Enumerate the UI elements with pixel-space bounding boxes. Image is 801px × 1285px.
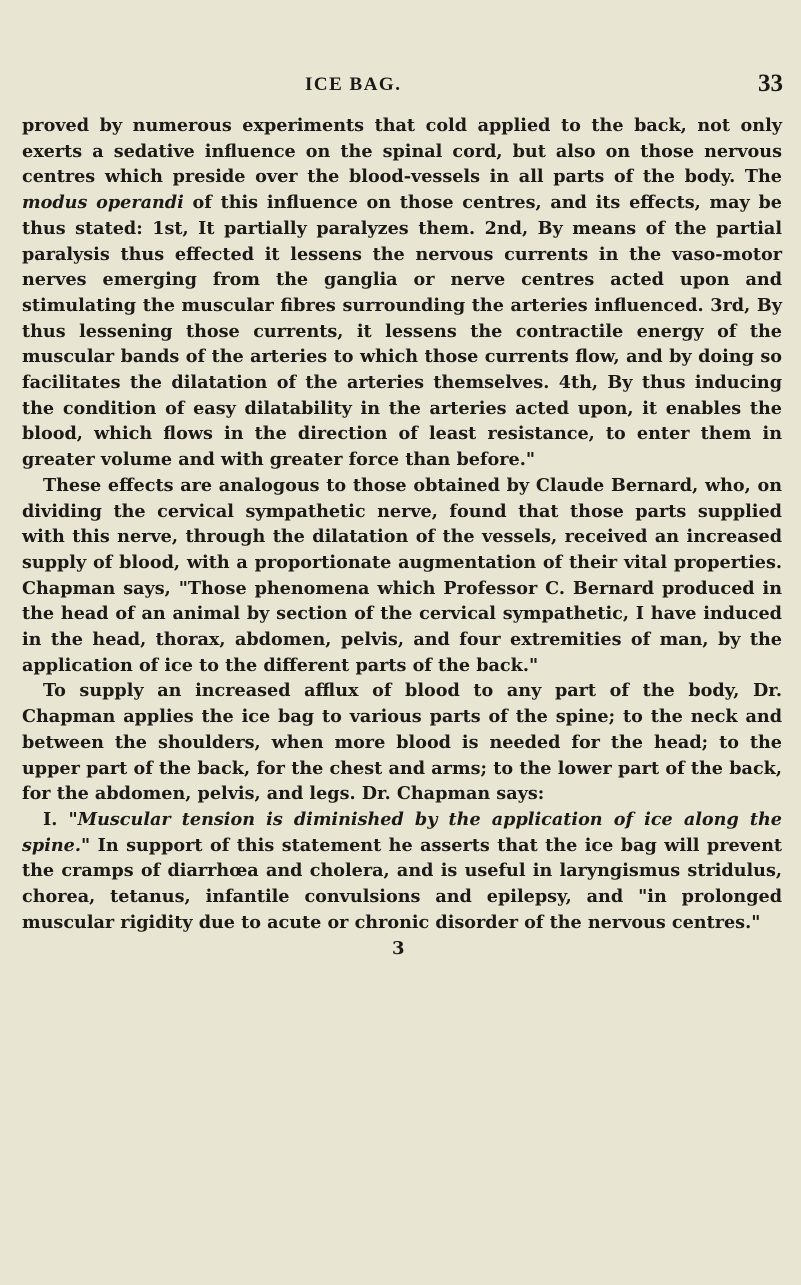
- paragraph-1-text: proved by numerous experiments that cold applied to the back, not only exerts a sedative influence on the spinal cord, but also on those nervous centres which preside over the blood-vessels in all parts of the body. The: [22, 115, 782, 188]
- paragraph-4-italic: Muscular tension is diminished by the application of ice along the spine.: [22, 808, 782, 856]
- signature-mark: 3: [392, 938, 405, 959]
- paragraph-1: [22, 113, 782, 473]
- paragraph-4-rest: " In support of this statement he asserts that the ice bag will prevent the cramps of diarrhœa and cholera, and is useful in laryngismus stridulus, chorea, tetanus, infantile convulsions and epilepsy, and "in prolonged muscular rigidity due to acute or chronic disorder of the nervous centres.": [22, 834, 782, 933]
- paragraph-3: To supply an increased afflux of blood to any part of the body, Dr. Chapman applies the ice bag to various parts of the spine; to the neck and between the shoulders, when more blood is needed for the head; to the upper part of the back, for the chest and arms; to the lower part of the back, for the abdomen, pelvis, and legs. Dr. Chapman says:: [22, 680, 782, 805]
- paragraph-4: [22, 807, 782, 936]
- paragraph-4-lead: I. ": [43, 808, 78, 830]
- paragraph-2: These effects are analogous to those obtained by Claude Bernard, who, on dividing the cervical sympathetic nerve, found that those parts supplied with this nerve, through the dilatation of the vessels, received an increased supply of blood, with a proportionate augmentation of their vital properties. Chapman says, "Those phenomena which Professor C. Bernard produced in the head of an animal by section of the cervical sympathetic, I have induced in the head, thorax, abdomen, pelvis, and four extremities of man, by the application of ice to the different parts of the back.": [22, 474, 782, 676]
- page-number: 33: [758, 70, 783, 97]
- running-head: [0, 70, 801, 104]
- paragraph-1-rest: of this influence on those centres, and its effects, may be thus stated: 1st, It partially paralyzes them. 2nd, By means of the partial paralysis thus effected it lessens the nervous currents in the vaso-motor nerves emerging from the ganglia or nerve centres acted upon and stimulating the muscular fibres surrounding the arteries influenced. 3rd, By thus lessening those currents, it lessens the contractile energy of the muscular bands of the arteries to which those currents flow, and by doing so facilitates the dilatation of the arteries themselves. 4th, By thus inducing the condition of easy dilatability in the arteries acted upon, it enables the blood, which flows in the direction of least resistance, to enter them in greater volume and with greater force than before.": [22, 192, 783, 471]
- running-title: ICE BAG.: [305, 74, 402, 95]
- body-text: [22, 113, 782, 936]
- paragraph-1-italic: modus operandi: [22, 192, 184, 214]
